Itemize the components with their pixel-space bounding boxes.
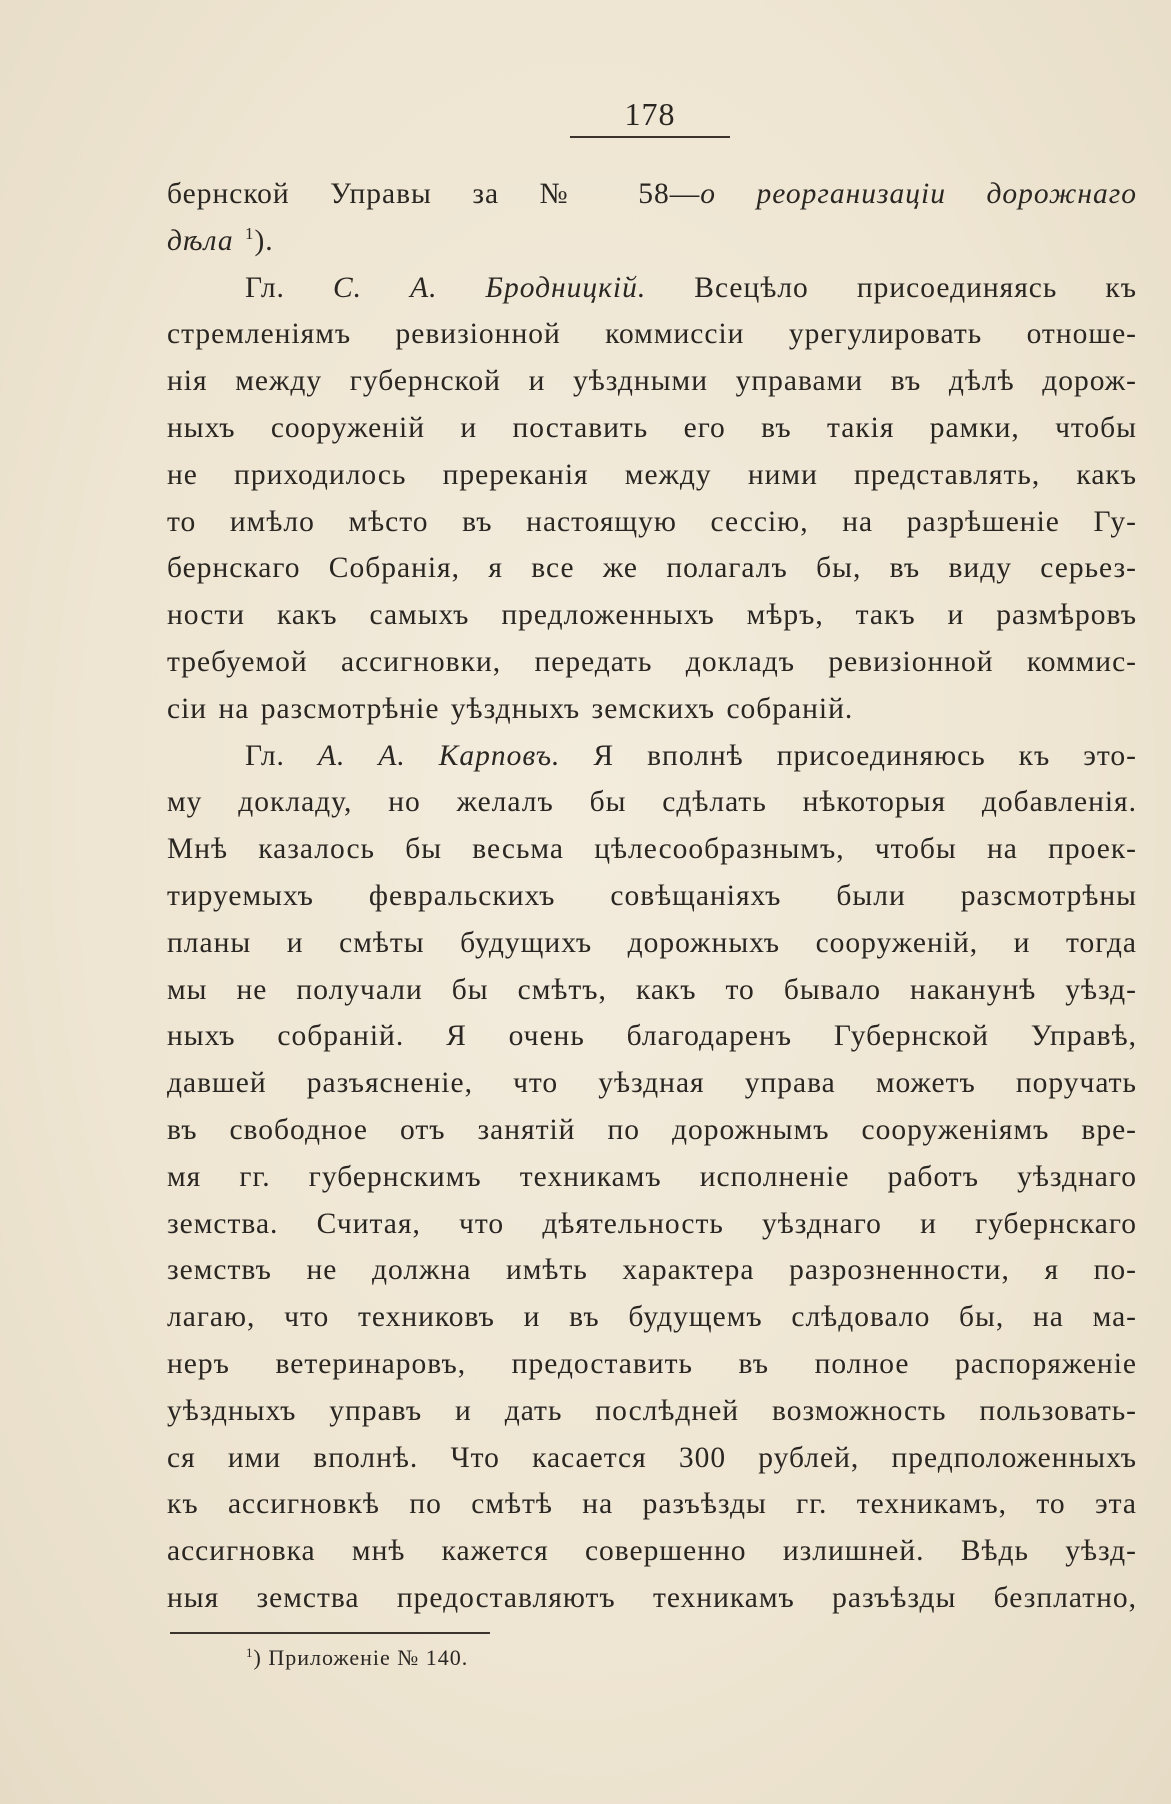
text-segment: нія между губернской и уѣздными управами въ дѣлѣ дорож- [167,365,1137,398]
text-segment: въ свободное отъ занятій по дорожнымъ сооруженіямъ вре- [167,1113,1137,1146]
text-segment: Всецѣло присоединяясь къ [646,271,1138,304]
text-line [167,1388,1137,1435]
text-line [167,826,1137,873]
italic-text: дѣла [167,224,234,257]
text-line [167,1528,1137,1575]
text-segment: сіи на разсмотрѣніе уѣздныхъ земскихъ собраній. [167,692,854,725]
page-number: 178 [624,96,676,132]
text-segment: ассигновка мнѣ кажется совершенно излишней. Вѣдь уѣзд- [167,1535,1137,1568]
text-line [167,1060,1137,1107]
text-segment: Гл. [245,271,333,304]
text-line [167,1013,1137,1060]
text-line [167,1154,1137,1201]
text-segment: земства. Считая, что дѣятельность уѣзднаго и губернскаго [167,1207,1137,1240]
text-line [167,779,1137,826]
text-line [167,311,1137,358]
text-line [167,171,1137,218]
text-line [167,1341,1137,1388]
footnote-text: ) Приложеніе № 140. [253,1645,469,1670]
text-line [167,1201,1137,1248]
text-segment: уѣздныхъ управъ и дать послѣдней возможность пользовать- [167,1394,1137,1427]
text-segment: требуемой ассигновки, передать докладъ ревизіонной коммис- [167,645,1137,678]
text-segment: то имѣло мѣсто въ настоящую сессію, на разрѣшеніе Гу- [167,505,1137,538]
text-segment: бернскаго Собранія, я все же полагалъ бы, въ виду серьез- [167,552,1137,585]
text-line [167,873,1137,920]
footnote [246,1643,468,1673]
text-line [167,592,1137,639]
text-line [167,265,1137,312]
text-line [167,1435,1137,1482]
text-line [167,639,1137,686]
text-line [167,405,1137,452]
text-line [167,686,1137,733]
text-line [167,1294,1137,1341]
text-segment: му докладу, но желалъ бы сдѣлать нѣкоторыя добавленія. [167,786,1137,819]
text-line [167,1247,1137,1294]
text-line [167,967,1137,1014]
text-segment: мя гг. губернскимъ техникамъ исполненіе работъ уѣзднаго [167,1160,1137,1193]
text-line [167,545,1137,592]
text-segment: ся ими вполнѣ. Что касается 300 рублей, предположенныхъ [167,1441,1137,1474]
text-line [167,499,1137,546]
text-segment: лагаю, что техниковъ и въ будущемъ слѣдовало бы, на ма- [167,1301,1137,1334]
text-line [167,920,1137,967]
text-line [167,1107,1137,1154]
text-segment: Мнѣ казалось бы весьма цѣлесообразнымъ, чтобы на проек- [167,833,1137,866]
italic-text: А. А. Карповъ. [317,739,561,772]
text-segment: ). [254,224,274,257]
text-segment: мы не получали бы смѣтъ, какъ то бывало наканунѣ уѣзд- [167,973,1137,1006]
text-segment [234,225,245,257]
text-segment: бернской Управы за № 58— [167,178,701,210]
page-header [570,94,730,138]
text-line [167,733,1137,780]
italic-text: о реорганизаціи дорожнаго [700,178,1137,210]
italic-text: С. А. Бродницкій. [333,271,647,304]
footnote-reference: 1 [244,223,255,243]
footnote-rule [170,1632,490,1634]
header-rule [570,136,730,138]
body-text [167,171,1137,1622]
text-line [167,218,1137,265]
text-segment: не приходилось пререканія между ними представлять, какъ [167,458,1137,491]
text-segment: къ ассигновкѣ по смѣтѣ на разъѣзды гг. техникамъ, то эта [167,1488,1137,1521]
text-segment: ности какъ самыхъ предложенныхъ мѣръ, такъ и размѣровъ [167,599,1137,632]
text-line [167,1481,1137,1528]
text-segment: Я вполнѣ присоединяюсь къ это- [560,739,1137,772]
text-segment: тируемыхъ февральскихъ совѣщаніяхъ были разсмотрѣны [167,879,1137,912]
text-line [167,1575,1137,1622]
text-segment: Гл. [245,739,318,772]
text-line [167,452,1137,499]
text-segment: земствъ не должна имѣть характера разрозненности, я по- [167,1254,1137,1287]
text-segment: ныхъ собраній. Я очень благодаренъ Губернской Управѣ, [167,1020,1137,1053]
text-line [167,358,1137,405]
text-segment: ныхъ сооруженій и поставить его въ такія рамки, чтобы [167,411,1137,444]
text-segment: стремленіямъ ревизіонной коммиссіи урегулировать отноше- [167,318,1137,351]
text-segment: ныя земства предоставляютъ техникамъ разъѣзды безплатно, [167,1581,1137,1614]
text-segment: давшей разъясненіе, что уѣздная управа можетъ поручать [167,1067,1137,1100]
text-segment: планы и смѣты будущихъ дорожныхъ сооруженій, и тогда [167,926,1137,959]
text-segment: неръ ветеринаровъ, предоставить въ полное распоряженіе [167,1347,1137,1380]
footnote-marker: 1 [246,1645,254,1660]
